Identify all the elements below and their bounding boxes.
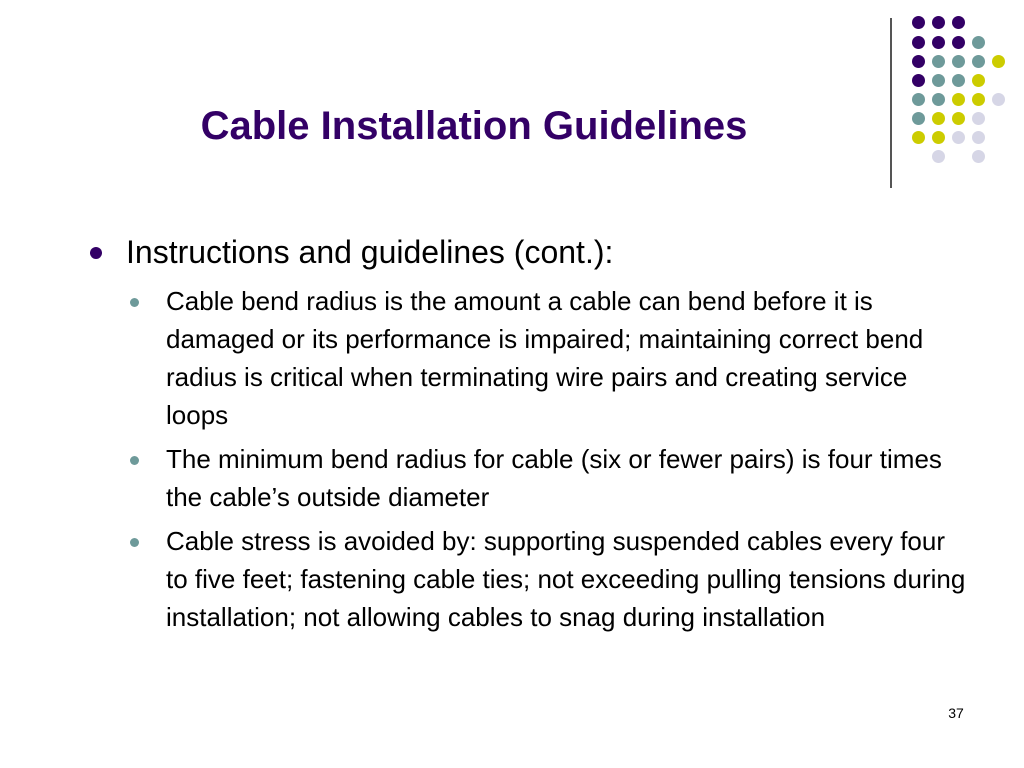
- slide-content: [88, 232, 968, 642]
- decorative-dot: [972, 112, 985, 125]
- decorative-dot: [952, 16, 965, 29]
- decorative-dot: [952, 131, 965, 144]
- decorative-dot: [912, 55, 925, 68]
- bullet-level-1: [88, 232, 968, 272]
- decorative-dot: [972, 93, 985, 106]
- decorative-dot: [972, 74, 985, 87]
- decorative-dot: [952, 55, 965, 68]
- page-number: 37: [948, 705, 964, 721]
- sub-bullet-dot-icon: [130, 538, 139, 547]
- bullet-level-1-text: Instructions and guidelines (cont.):: [126, 234, 614, 270]
- decorative-dot: [992, 93, 1005, 106]
- decorative-dot: [972, 131, 985, 144]
- sub-bullet-text: The minimum bend radius for cable (six or fewer pairs) is four times the cable’s outside diameter: [166, 444, 942, 512]
- decorative-dot: [912, 16, 925, 29]
- decorative-dot: [972, 55, 985, 68]
- sub-bullet-item: [88, 282, 968, 434]
- sub-bullet-item: [88, 522, 968, 636]
- decorative-dot: [932, 16, 945, 29]
- sub-bullet-list: [88, 282, 968, 636]
- decorative-dot: [932, 36, 945, 49]
- bullet-dot-icon: [90, 247, 102, 259]
- decorative-dot: [952, 112, 965, 125]
- decorative-dot: [912, 74, 925, 87]
- slide-title: Cable Installation Guidelines: [200, 104, 748, 148]
- decorative-dot: [952, 36, 965, 49]
- decorative-dot: [992, 55, 1005, 68]
- decorative-dot: [972, 36, 985, 49]
- sub-bullet-dot-icon: [130, 298, 139, 307]
- decorative-dot: [952, 93, 965, 106]
- sub-bullet-text: Cable stress is avoided by: supporting suspended cables every four to five feet; fastening cable ties; not exceeding pulling tensions during installation; not allowing cables to snag during installation: [166, 526, 966, 632]
- decorative-dot: [972, 150, 985, 163]
- decorative-dot: [932, 74, 945, 87]
- sub-bullet-text: Cable bend radius is the amount a cable can bend before it is damaged or its performance is impaired; maintaining correct bend radius is critical when terminating wire pairs and creating service loops: [166, 286, 924, 430]
- sub-bullet-dot-icon: [130, 456, 139, 465]
- decorative-dot: [932, 55, 945, 68]
- decorative-dot: [912, 36, 925, 49]
- sub-bullet-item: [88, 440, 968, 516]
- decorative-dot: [952, 74, 965, 87]
